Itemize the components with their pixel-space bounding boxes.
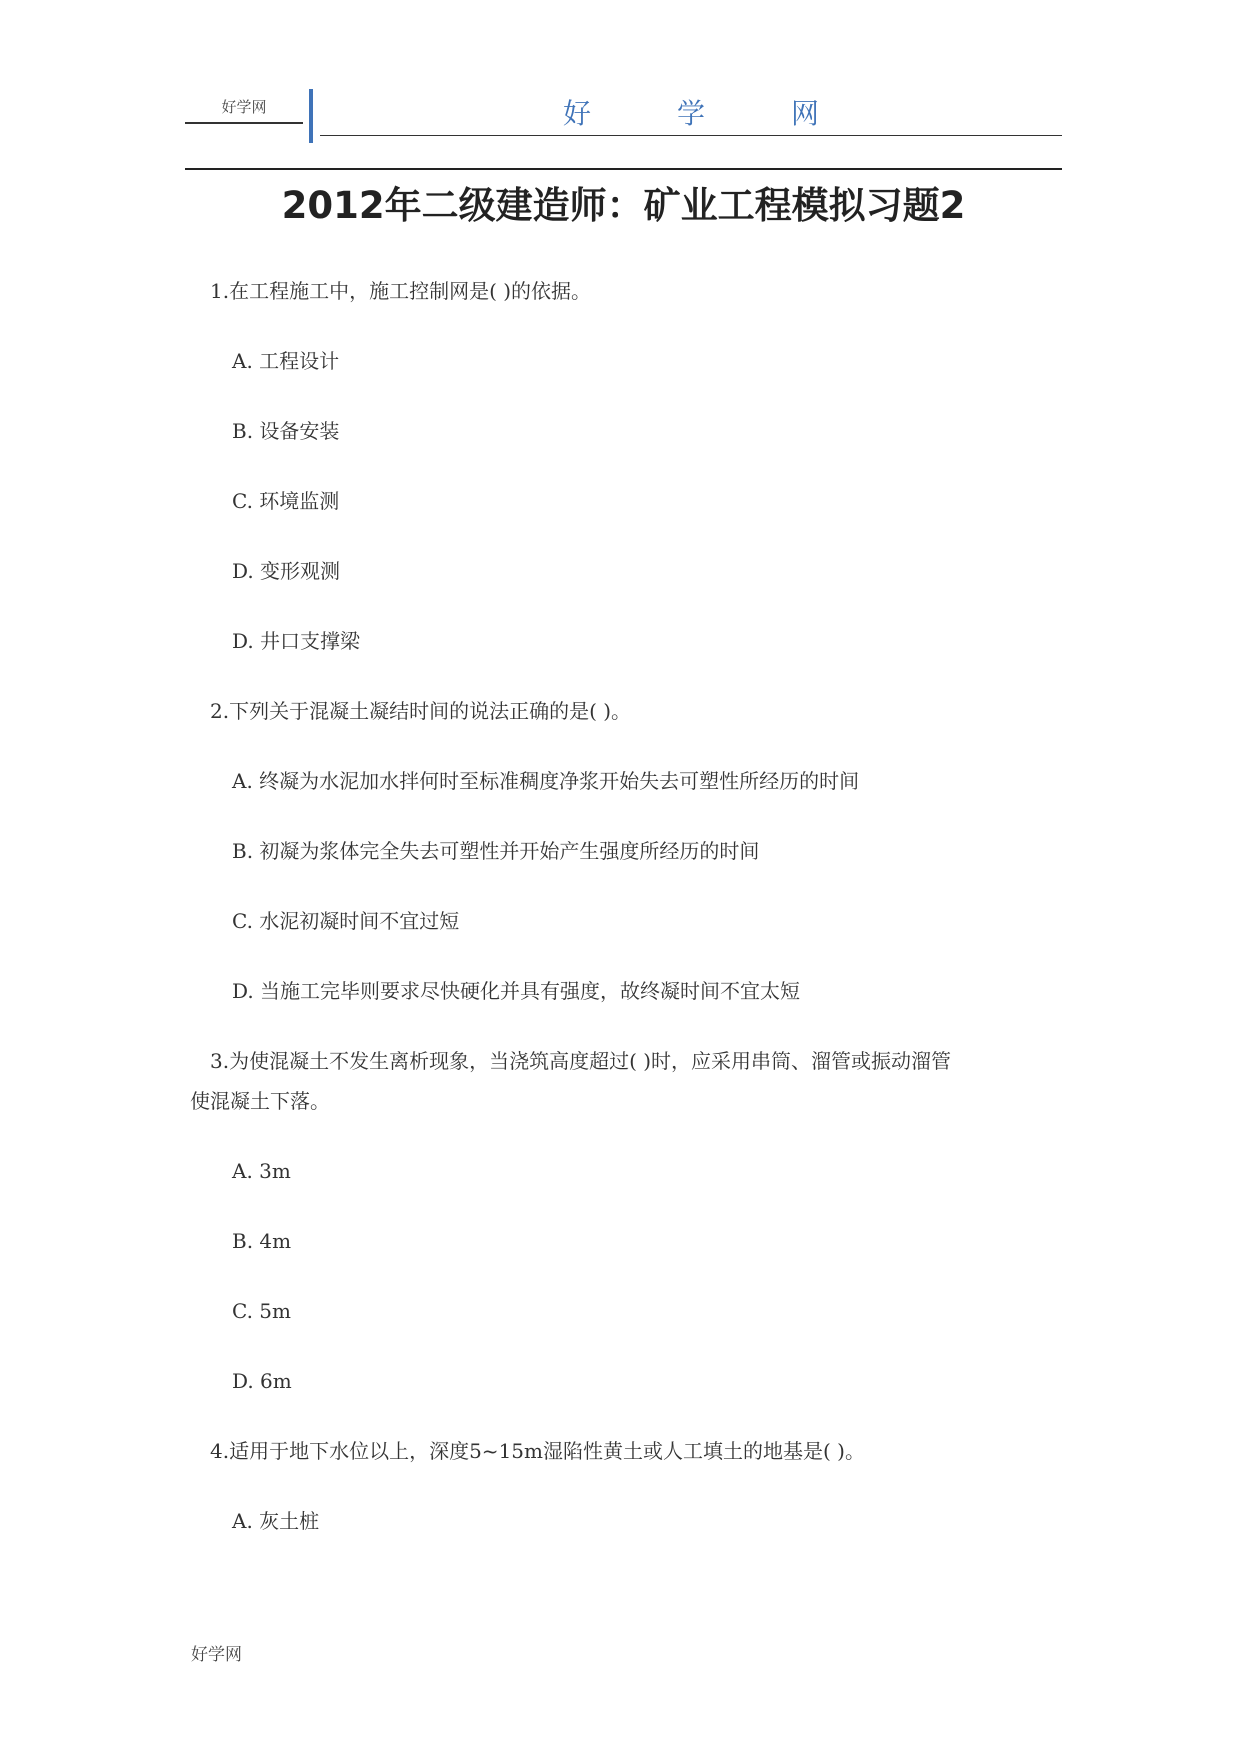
answer-option: A. 灰土桩 [232, 1509, 320, 1533]
footer-label: 好学网 [191, 1645, 242, 1665]
question-text: 4.适用于地下水位以上，深度5~15m湿陷性黄土或人工填土的地基是( )。 [210, 1439, 865, 1463]
answer-option: D. 井口支撑梁 [232, 629, 361, 653]
question-text: 1.在工程施工中，施工控制网是( )的依据。 [210, 279, 592, 303]
header-left-rule [185, 122, 303, 124]
page-divider [185, 168, 1062, 170]
answer-option: A. 工程设计 [232, 349, 340, 373]
answer-option: D. 变形观测 [232, 559, 341, 583]
question-text-continued: 使混凝土下落。 [190, 1089, 330, 1113]
answer-option: D. 当施工完毕则要求尽快硬化并具有强度，故终凝时间不宜太短 [232, 979, 801, 1003]
answer-option: C. 环境监测 [232, 489, 340, 513]
answer-option: D. 6m [232, 1369, 292, 1393]
answer-option: C. 5m [232, 1299, 291, 1323]
answer-option: A. 终凝为水泥加水拌何时至标准稠度净浆开始失去可塑性所经历的时间 [232, 769, 860, 793]
question-text: 3.为使混凝土不发生离析现象，当浇筑高度超过( )时，应采用串筒、溜管或振动溜管 [210, 1049, 952, 1073]
answer-option: C. 水泥初凝时间不宜过短 [232, 909, 460, 933]
header-left-label: 好学网 [221, 98, 267, 116]
answer-option: B. 设备安装 [232, 419, 340, 443]
header-center-rule [320, 135, 1062, 136]
question-text: 2.下列关于混凝土凝结时间的说法正确的是( )。 [210, 699, 632, 723]
answer-option: A. 3m [232, 1159, 291, 1183]
page-title: 2012年二级建造师：矿业工程模拟习题2 [281, 184, 966, 227]
header-site-name: 好学网 [562, 97, 905, 130]
header-accent-bar [309, 89, 313, 143]
answer-option: B. 4m [232, 1229, 292, 1253]
answer-option: B. 初凝为浆体完全失去可塑性并开始产生强度所经历的时间 [232, 839, 760, 863]
